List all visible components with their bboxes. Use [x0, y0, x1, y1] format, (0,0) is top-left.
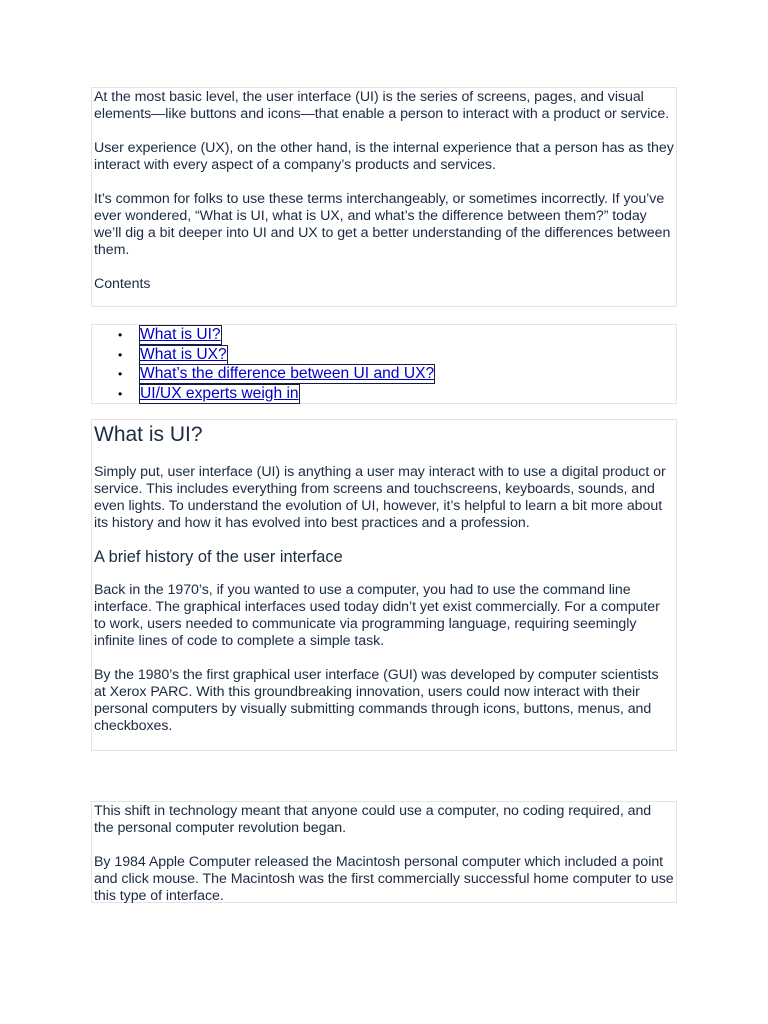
toc-link-experts[interactable]: UI/UX experts weigh in — [140, 384, 299, 402]
toc-list — [94, 326, 674, 404]
toc-link-what-is-ui[interactable]: What is UI? — [140, 326, 221, 343]
intro-paragraph-2: User experience (UX), on the other hand, is the internal experience that a person has as they interact with every aspect of a company’s products and services. — [94, 140, 674, 173]
bullet-icon: • — [118, 367, 123, 381]
toc-link-difference[interactable]: What’s the difference between UI and UX? — [140, 365, 435, 382]
section-heading-what-is-ui: What is UI? — [94, 423, 203, 446]
bullet-icon: • — [118, 347, 123, 362]
toc-link-what-is-ux[interactable]: What is UX? — [140, 345, 227, 363]
ui-paragraph-3: By the 1980’s the first graphical user interface (GUI) was developed by computer scientists at Xerox PARC. With this groundbreaking innovation, users could now interact with their personal computers by visually submitting commands through icons, buttons, menus, and checkboxes. — [94, 667, 659, 734]
contents-label: Contents — [94, 276, 151, 292]
intro-section — [91, 87, 677, 307]
continued-section — [91, 801, 677, 903]
toc-item-experts — [94, 385, 674, 405]
intro-paragraph-1: At the most basic level, the user interface (UI) is the series of screens, pages, and visual elements—like buttons and icons—that enable a person to interact with a product or service. — [94, 89, 670, 122]
subheading-history: A brief history of the user interface — [94, 548, 343, 566]
ui-paragraph-1: Simply put, user interface (UI) is anything a user may interact with to use a digital product or service. This includes everything from screens and touchscreens, keyboards, sounds, and even lights. To understand the evolution of UI, however, it’s helpful to learn a bit more about its history and how it has evolved into best practices and a profession. — [94, 464, 666, 531]
continued-paragraph-1: This shift in technology meant that anyone could use a computer, no coding required, and the personal computer revolution began. — [94, 803, 652, 836]
bullet-icon: • — [118, 386, 123, 401]
ui-paragraph-2: Back in the 1970’s, if you wanted to use a computer, you had to use the command line interface. The graphical interfaces used today didn’t yet exist commercially. For a computer to work, users needed to communicate via programming language, requiring seemingly infinite lines of code to complete a simple task. — [94, 582, 660, 649]
table-of-contents — [91, 324, 677, 404]
bullet-icon: • — [118, 328, 123, 342]
what-is-ui-section — [91, 419, 677, 751]
toc-item-difference — [94, 365, 674, 385]
continued-paragraph-2: By 1984 Apple Computer released the Macintosh personal computer which included a point and click mouse. The Macintosh was the first commercially successful home computer to use this type of interface. — [94, 854, 674, 904]
intro-paragraph-3: It’s common for folks to use these terms interchangeably, or sometimes incorrectly. If you’ve ever wondered, “What is UI, what is UX, and what’s the difference between them?” today we’ll dig a bit deeper into UI and UX to get a better understanding of the differences between them. — [94, 191, 671, 258]
toc-item-what-is-ux — [94, 346, 674, 366]
toc-item-what-is-ui — [94, 326, 674, 346]
